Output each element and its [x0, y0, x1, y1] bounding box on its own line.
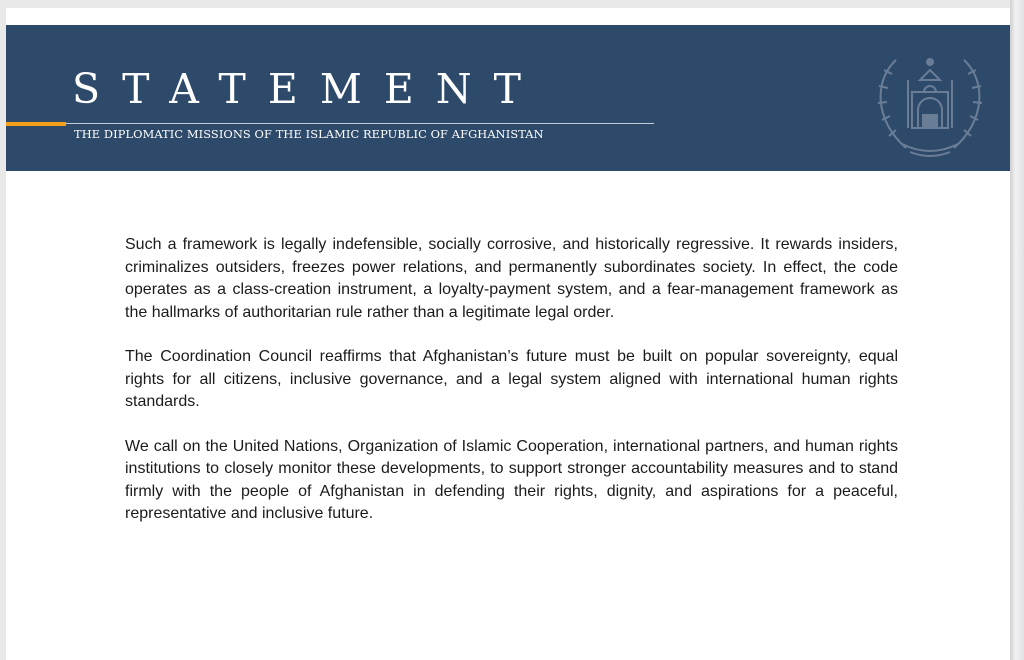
paragraph-1: Such a framework is legally indefensible, socially corrosive, and historically regressive. It rewards insiders, criminalizes outsiders, freezes power relations, and permanently subordinates society. In effect, the code operates as a class-creation instrument, a loyalty-payment system, and a fear-management framework as the hallmarks of authoritarian rule rather than a legitimate legal order. [125, 236, 898, 321]
paragraph-3: We call on the United Nations, Organization of Islamic Cooperation, international partners, and human rights institutions to closely monitor these developments, to support stronger accountability measures and to stand firmly with the people of Afghanistan in defending their rights, dignity, and aspirations for a peaceful, representative and inclusive future. [125, 437, 898, 522]
document-page [6, 8, 1010, 660]
accent-bar [6, 122, 66, 126]
title-rule [66, 123, 654, 124]
statement-title: STATEMENT [72, 65, 543, 113]
issuer-subtitle: THE DIPLOMATIC MISSIONS OF THE ISLAMIC REPUBLIC OF AFGHANISTAN [74, 127, 544, 141]
statement-body [125, 234, 898, 548]
paragraph-2: The Coordination Council reaffirms that Afghanistan’s future must be built on popular sovereignty, equal rights for all citizens, inclusive governance, and a legal system aligned with international human rights standards. [125, 348, 898, 410]
statement-banner [6, 25, 1010, 171]
page-edge-shadow [1010, 0, 1024, 660]
afghanistan-emblem-icon [866, 40, 994, 160]
